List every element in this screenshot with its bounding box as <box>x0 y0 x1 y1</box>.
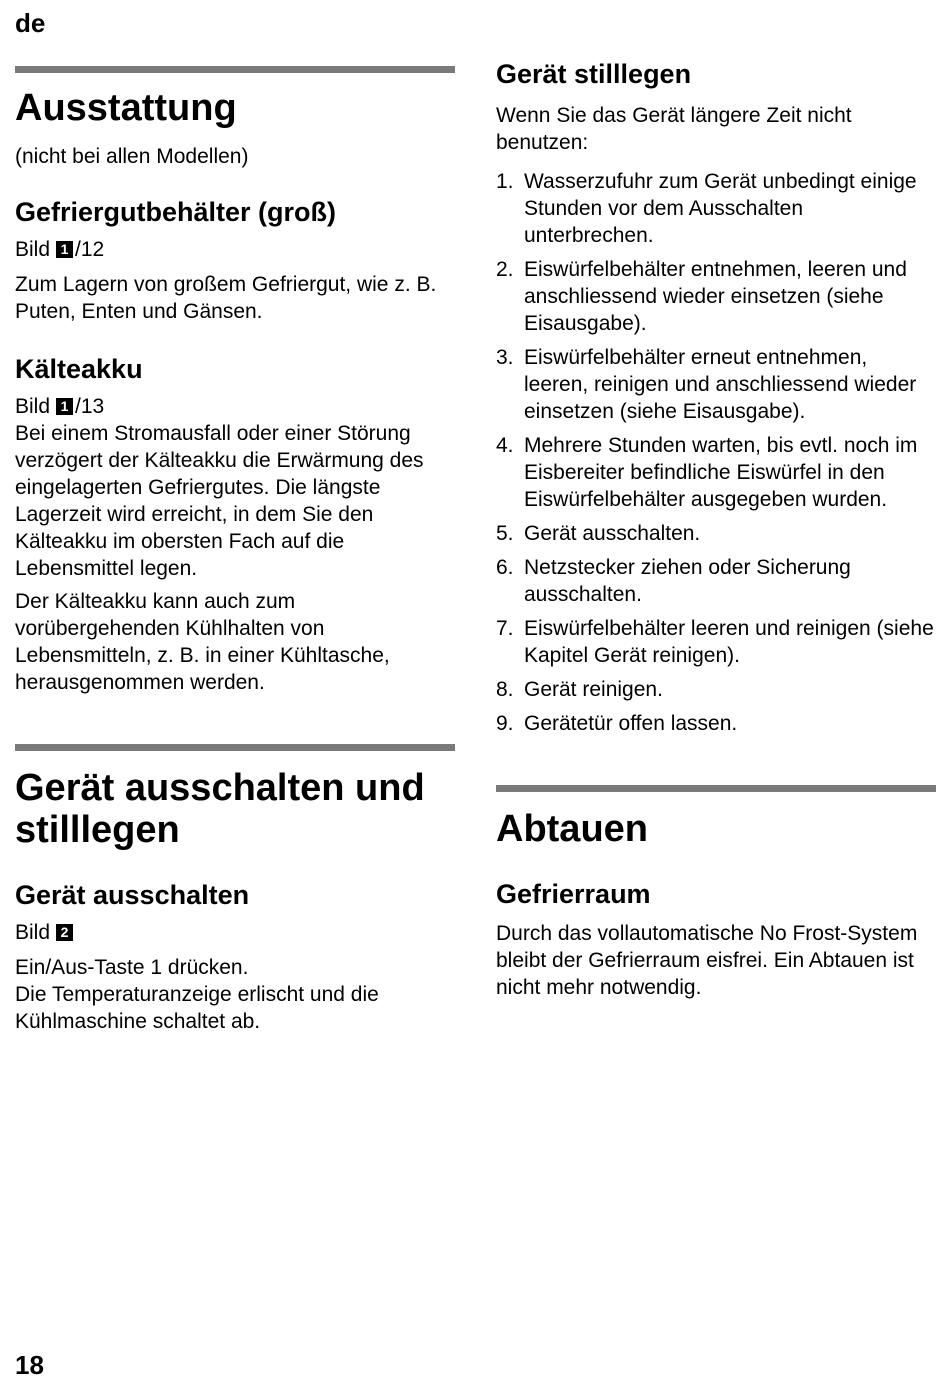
paragraph-gefriergut: Zum Lagern von großem Gefriergut, wie z. B. Puten, Enten und Gänsen. <box>15 273 437 323</box>
paragraph-kaelteakku-2: Der Kälteakku kann auch zum vorübergehenden Kühlhalten von Lebensmitteln, z. B. in einer Kühltasche, herausgenommen werden. <box>15 590 390 694</box>
step-text: Wasserzufuhr zum Gerät unbedingt einige Stunden vor dem Ausschalten unterbrechen. <box>524 170 917 247</box>
figure-reference <box>15 393 455 420</box>
step-text: Gerätetür offen lassen. <box>524 712 738 735</box>
section-title-abtauen: Abtauen <box>496 808 648 850</box>
step-number: 6. <box>496 556 514 579</box>
right-column <box>496 58 936 1001</box>
step-text: Netzstecker ziehen oder Sicherung ausschalten. <box>524 556 851 606</box>
list-item <box>496 710 936 737</box>
figure-suffix: /13 <box>75 395 105 418</box>
list-item <box>496 344 936 425</box>
paragraph-kaelteakku-1: Bei einem Stromausfall oder einer Störung verzögert der Kälteakku die Erwärmung des eingelagerten Gefriergutes. Die längste Lagerzeit wird erreicht, in dem Sie den Kälteakku im obersten Fach auf die Lebensmittel legen. <box>15 422 424 580</box>
section-divider <box>15 66 455 73</box>
figure-prefix: Bild <box>15 238 51 261</box>
page-number: 18 <box>15 1350 44 1380</box>
step-number: 3. <box>496 346 514 369</box>
section-title-ausstattung: Ausstattung <box>15 87 237 129</box>
heading-geraet-ausschalten: Gerät ausschalten <box>15 880 250 910</box>
step-number: 9. <box>496 712 514 735</box>
figure-suffix: /12 <box>75 238 105 261</box>
figure-number-box: 2 <box>56 924 73 941</box>
section-divider <box>15 744 455 751</box>
step-number: 7. <box>496 617 514 640</box>
list-item <box>496 520 936 547</box>
figure-number-box: 1 <box>56 398 73 415</box>
section-title-ausschalten: Gerät ausschalten und stilllegen <box>15 767 425 851</box>
heading-kaelteakku: Kälteakku <box>15 354 143 384</box>
heading-geraet-stilllegen: Gerät stilllegen <box>496 59 692 89</box>
figure-number-box: 1 <box>56 241 73 258</box>
list-item <box>496 432 936 513</box>
step-text: Gerät reinigen. <box>524 678 663 701</box>
figure-reference <box>15 919 455 946</box>
figure-prefix: Bild <box>15 395 51 418</box>
list-item <box>496 676 936 703</box>
steps-list <box>496 168 936 737</box>
step-number: 4. <box>496 434 514 457</box>
step-number: 1. <box>496 170 514 193</box>
section-divider <box>496 785 936 792</box>
step-number: 5. <box>496 522 514 545</box>
heading-gefriergutbehaelter: Gefriergutbehälter (groß) <box>15 197 337 227</box>
models-note: (nicht bei allen Modellen) <box>15 145 249 168</box>
list-item <box>496 554 936 608</box>
figure-prefix: Bild <box>15 921 51 944</box>
step-text: Eiswürfelbehälter erneut entnehmen, leeren, reinigen und anschliessend wieder einsetzen (siehe Eisausgabe). <box>524 346 917 423</box>
list-item <box>496 256 936 337</box>
language-label: de <box>15 8 46 38</box>
left-column <box>15 66 455 1035</box>
heading-gefrierraum: Gefrierraum <box>496 879 651 909</box>
paragraph-ausschalten: Ein/Aus-Taste 1 drücken. Die Temperaturanzeige erlischt und die Kühlmaschine schaltet ab. <box>15 956 379 1033</box>
step-text: Eiswürfelbehälter entnehmen, leeren und anschliessend wieder einsetzen (siehe Eisausgabe). <box>524 258 907 335</box>
list-item <box>496 168 936 249</box>
figure-reference <box>15 236 455 263</box>
step-text: Eiswürfelbehälter leeren und reinigen (siehe Kapitel Gerät reinigen). <box>524 617 934 667</box>
step-text: Gerät ausschalten. <box>524 522 701 545</box>
paragraph-stilllegen-intro: Wenn Sie das Gerät längere Zeit nicht benutzen: <box>496 104 852 154</box>
step-number: 8. <box>496 678 514 701</box>
step-text: Mehrere Stunden warten, bis evtl. noch im Eisbereiter befindliche Eiswürfel in den Eiswürfelbehälter ausgegeben wurden. <box>524 434 918 511</box>
paragraph-gefrierraum: Durch das vollautomatische No Frost-System bleibt der Gefrierraum eisfrei. Ein Abtauen ist nicht mehr notwendig. <box>496 922 918 999</box>
step-number: 2. <box>496 258 514 281</box>
list-item <box>496 615 936 669</box>
